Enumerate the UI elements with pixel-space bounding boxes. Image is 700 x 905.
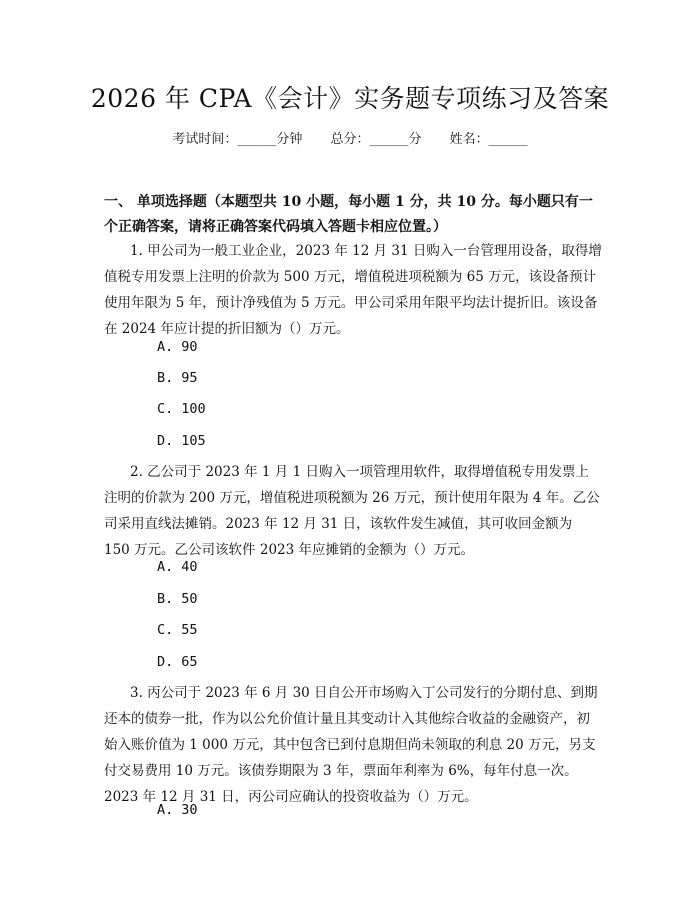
option-value: 95 [181, 370, 198, 386]
exam-time-field: 考试时间：______分钟 [172, 132, 303, 147]
exam-meta [0, 130, 700, 150]
option-value: 40 [181, 559, 198, 575]
exam-score-field: 总分：______分 [330, 132, 422, 147]
page-title: 2026 年 CPA《会计》实务题专项练习及答案 [90, 84, 610, 113]
exam-name-field: 姓名：______ [449, 132, 528, 147]
option-value: 105 [181, 433, 206, 449]
question-2-option-d [157, 652, 198, 672]
section-heading: 一、 单项选择题（本题型共 10 小题，每小题 1 分，共 10 分。每小题只有一个正确答案，请将正确答案代码填入答题卡相应位置。） [104, 194, 593, 235]
option-value: 30 [181, 802, 198, 818]
option-letter: C. [157, 622, 174, 638]
question-1-option-b [157, 368, 198, 388]
question-1-option-c [157, 399, 206, 419]
option-value: 65 [181, 654, 198, 670]
option-letter: B. [157, 591, 174, 607]
question-1-option-d [157, 431, 206, 451]
question-2-option-a [157, 557, 198, 577]
question-1-option-a [157, 337, 198, 357]
option-letter: D. [157, 654, 174, 670]
question-2-option-b [157, 589, 198, 609]
question-3-option-a [157, 800, 198, 820]
option-letter: D. [157, 433, 174, 449]
question-2-option-c [157, 620, 198, 640]
question-1-text: 1. 甲公司为一般工业企业，2023 年 12 月 31 日购入一台管理用设备，取得增值税专用发票上注明的价款为 500 万元，增值税进项税额为 65 万元，该设备预计使用年限为 5 年，预计净残值为 5 万元。甲公司采用年限平均法计提折旧。该设备在 2024 年应计提的折旧额为（）万元。 [104, 243, 602, 337]
option-letter: A. [157, 339, 174, 355]
option-value: 50 [181, 591, 198, 607]
option-letter: A. [157, 559, 174, 575]
question-2-text: 2. 乙公司于 2023 年 1 月 1 日购入一项管理用软件，取得增值税专用发票上注明的价款为 200 万元，增值税进项税额为 26 万元，预计使用年限为 4 年。乙公司采用直线法摊销。2023 年 12 月 31 日，该软件发生减值，其可收回金额为 150 万元。乙公司该软件 2023 年应摊销的金额为（）万元。 [104, 464, 600, 558]
option-value: 55 [181, 622, 198, 638]
option-value: 100 [181, 401, 206, 417]
option-letter: A. [157, 802, 174, 818]
option-letter: C. [157, 401, 174, 417]
question-3-text: 3. 丙公司于 2023 年 6 月 30 日自公开市场购入丁公司发行的分期付息、到期还本的债券一批，作为以公允价值计量且其变动计入其他综合收益的金融资产，初始入账价值为 1 000 万元，其中包含已到付息期但尚未领取的利息 20 万元，另支付交易费用 10 万元。该债券期限为 3 年，票面年利率为 6%，每年付息一次。2023 年 12 月 31 日，丙公司应确认的投资收益为（）万元。 [104, 685, 598, 805]
option-value: 90 [181, 339, 198, 355]
option-letter: B. [157, 370, 174, 386]
